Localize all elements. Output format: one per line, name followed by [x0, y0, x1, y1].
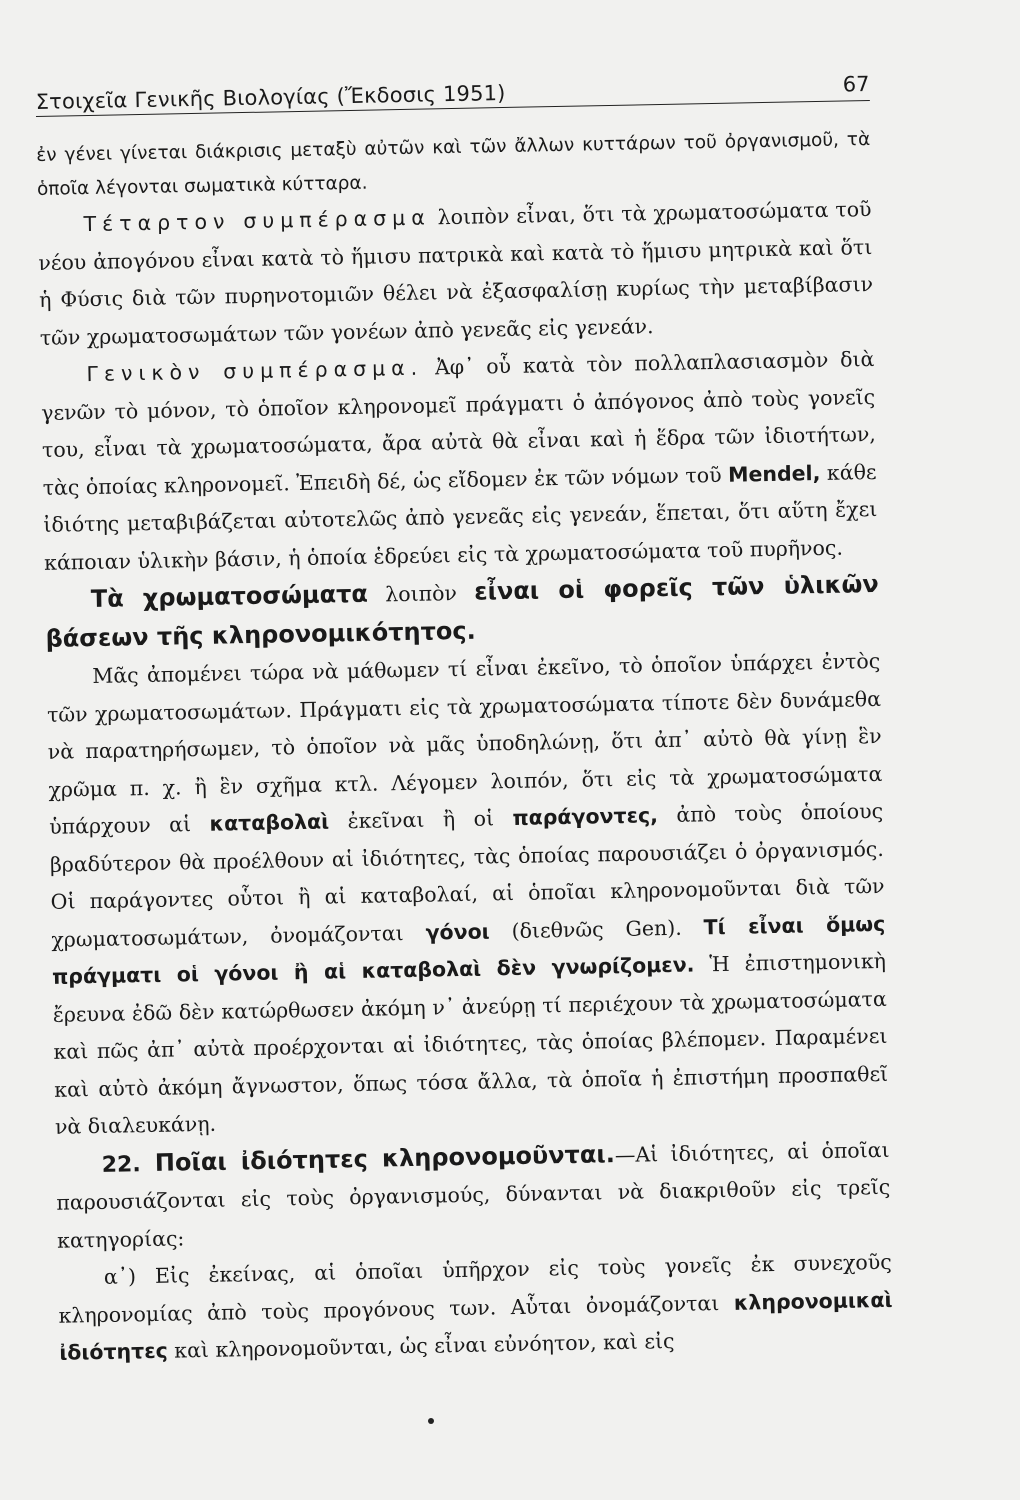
- hereditary-traits-bold: κληρονομικαὶ ἰδιότητες: [59, 1287, 893, 1365]
- section-number: 22.: [101, 1151, 141, 1178]
- chromosomes-carriers-bold: εἶναι οἱ φορεῖς τῶν ὑλικῶν βάσεων τῆς κληρονομικότητος.: [45, 569, 879, 653]
- body-text: [36, 123, 894, 1372]
- general-conclusion-text-a: Ἀφ᾽ οὗ κατὰ τὸν πολλαπλασιασμὸν διὰ γενῶν τὸ μόνον, τὸ ὁποῖον κληρονομεῖ πράγματι ὁ ἀπόγονος ἀπὸ τοὺς γονεῖς του, εἶναι τὰ χρωματοσώματα, ἄρα αὐτὰ θὰ εἶναι καὶ ἡ ἕδρα τῶν ἰδιοτήτων, τὰς ὁποίας κληρονομεῖ. Ἐπειδὴ δέ, ὡς εἴδομεν ἐκ τῶν νόμων τοῦ: [41, 346, 877, 500]
- category-a-text-a: α᾽) Εἰς ἐκείνας, αἱ ὁποῖαι ὑπῆρχον εἰς τοὺς γονεῖς ἐκ συνεχοῦς κληρονομίας ἀπὸ τοὺς προγόνους των. Αὗται ὀνομάζονται: [58, 1249, 892, 1328]
- chromosomes-mid: λοιπὸν: [367, 580, 475, 607]
- general-conclusion-text-b: κάθε ἰδιότης μεταβιβάζεται αὐτοτελῶς ἀπὸ γενεᾶς εἰς γενεάν, ἕπεται, ὅτι αὕτη ἔχει κάποιαν ὑλικὴν βάσιν, ἡ ὁποία ἑδρεύει εἰς τὰ χρωματοσώματα τοῦ πυρῆνος.: [43, 459, 878, 575]
- paragraph-continuation: ἐν γένει γίνεται διάκρισις μεταξὺ αὐτῶν καὶ τῶν ἄλλων κυττάρων τοῦ ὀργανισμοῦ, τὰ ὁποῖα λέγονται σωματικὰ κύτταρα.: [36, 128, 871, 200]
- fourth-conclusion-lead: Τέταρτον συμπέρασμα: [83, 205, 431, 237]
- genes-text-d: (διεθνῶς Gen).: [489, 914, 704, 943]
- paragraph-genes: [46, 643, 889, 1146]
- chromosomes-bold: Τὰ χρωματοσώματα: [90, 579, 369, 614]
- genes-question-bold: Τί εἶναι ὅμως πράγματι οἱ γόνοι ἢ αἱ καταβολαὶ δὲν γνωρίζομεν.: [51, 911, 886, 989]
- genes-text-e: Ἡ ἐπιστημονικὴ ἔρευνα ἐδῶ δὲν κατώρθωσεν ἀκόμη ν᾽ ἀνεύρῃ τί περιέχουν τὰ χρωματοσώματα καὶ πῶς ἀπ᾽ αὐτὰ προέρχονται αἱ ἰδιότητες, τὰς ὁποίας βλέπομεν. Παραμένει καὶ αὐτὸ ἀκόμη ἄγνωστον, ὅπως τόσα ἄλλα, τὰ ὁποῖα ἡ ἐπιστήμη προσπαθεῖ νὰ διαλευκάνῃ.: [52, 948, 889, 1139]
- kataboloi-bold: καταβολαὶ: [209, 809, 330, 836]
- fourth-conclusion-text: λοιπὸν εἶναι, ὅτι τὰ χρωματοσώματα τοῦ νέου ἀπογόνου εἶναι κατὰ τὸ ἥμισυ πατρικὰ καὶ κατὰ τὸ ἥμισυ μητρικὰ καὶ ὅτι ἡ Φύσις διὰ τῶν πυρηνοτομιῶν θέλει νὰ ἐξασφαλίσῃ κυρίως τὴν μεταβίβασιν τῶν χρωματοσωμάτων τῶν γονέων ἀπὸ γενεᾶς εἰς γενεάν.: [38, 196, 874, 350]
- mendel-name: Mendel,: [727, 460, 821, 487]
- gonoi-bold: γόνοι: [425, 918, 490, 945]
- general-conclusion-lead: Γενικὸν συμπέρασμα.: [86, 355, 424, 387]
- paragraph-section-22: [55, 1130, 891, 1259]
- genes-text-c: ἀπὸ τοὺς ὁποίους βραδύτερον θὰ προέλθουν αἱ ἰδιότητες, τὰς ὁποίας παρουσιάζει ὁ ὀργανισμός. Οἱ παράγοντες οὗτοι ἢ αἱ καταβολαί, αἱ ὁποῖαι κληρονομοῦνται διὰ τῶν χρωματοσωμάτων, ὀνομάζονται: [49, 798, 885, 952]
- running-head-title: Στοιχεῖα Γενικῆς Βιολογίας (Ἔκδοσις 1951): [35, 80, 506, 115]
- paragraph-fourth-conclusion: [37, 191, 874, 357]
- section-text: —Αἱ ἰδιότητες, αἱ ὁποῖαι παρουσιάζονται εἰς τοὺς ὀργανισμούς, δύνανται νὰ διακριθοῦν εἰς τρεῖς κατηγορίας:: [56, 1137, 891, 1253]
- paragraph-general-conclusion: [40, 341, 878, 582]
- paragontes-bold: παράγοντες,: [512, 803, 659, 830]
- genes-text-b: ἐκεῖναι ἢ οἱ: [328, 805, 513, 834]
- category-a-text-b: καὶ κληρονομοῦνται, ὡς εἶναι εὐνόητον, καὶ εἰς: [167, 1328, 675, 1363]
- section-heading: Ποῖαι ἰδιότητες κληρονομοῦνται.: [140, 1139, 616, 1177]
- page-number: 67: [842, 71, 870, 97]
- page-dot-mark: [428, 1418, 434, 1424]
- running-head: [35, 54, 870, 117]
- paragraph-category-a: [58, 1244, 894, 1372]
- genes-text-a: Μᾶς ἀπομένει τώρα νὰ μάθωμεν τί εἶναι ἐκεῖνο, τὸ ὁποῖον ὑπάρχει ἐντὸς τῶν χρωματοσωμάτων. Πράγματι εἰς τὰ χρωματοσώματα τίποτε δὲν δυνάμεθα νὰ παρατηρήσωμεν, τὸ ὁποῖον νὰ μᾶς ὑποδηλώνῃ, ὅτι ἀπ᾽ αὐτὸ θὰ γίνῃ ἓν χρῶμα π. χ. ἢ ἓν σχῆμα κτλ. Λέγομεν λοιπόν, ὅτι εἰς τὰ χρωματοσώματα ὑπάρχουν αἱ: [46, 648, 883, 839]
